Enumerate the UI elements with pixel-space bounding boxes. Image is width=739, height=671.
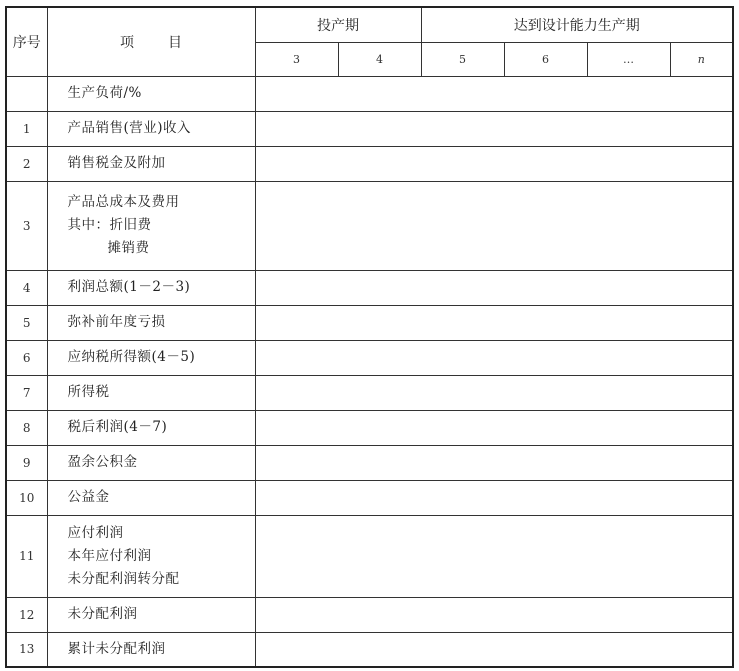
row-item-label: 应付利润	[67, 524, 124, 541]
row-seq	[6, 76, 47, 111]
row-item-label: 利润总额(1－2－3)	[67, 279, 191, 295]
row-values	[255, 305, 733, 340]
row-seq: 1	[6, 111, 47, 146]
row-item	[47, 270, 255, 305]
row-item-sublabel: 未分配利润转分配	[67, 570, 180, 587]
row-seq: 2	[6, 146, 47, 181]
row-values	[255, 632, 733, 667]
table-row	[6, 340, 733, 375]
row-seq: 6	[6, 340, 47, 375]
table-row	[6, 597, 733, 632]
row-item	[47, 632, 255, 667]
row-item	[47, 410, 255, 445]
row-item-label: 所得税	[67, 384, 110, 400]
row-item	[47, 480, 255, 515]
header-year: n	[670, 42, 733, 76]
row-values	[255, 340, 733, 375]
row-seq: 7	[6, 375, 47, 410]
header-year: 6	[504, 42, 587, 76]
row-item-label: 应纳税所得额(4－5)	[67, 349, 196, 365]
row-item	[47, 111, 255, 146]
table-row	[6, 515, 733, 597]
row-seq: 10	[6, 480, 47, 515]
row-values	[255, 445, 733, 480]
row-item-label: 销售税金及附加	[67, 155, 166, 171]
profit-distribution-table	[5, 6, 734, 668]
row-item-label: 公益金	[67, 489, 110, 505]
row-item-label: 产品总成本及费用	[67, 194, 180, 210]
table-row	[6, 76, 733, 111]
row-item	[47, 340, 255, 375]
row-item-label: 盈余公积金	[67, 454, 138, 470]
row-item-label: 弥补前年度亏损	[67, 314, 166, 330]
header-year: …	[587, 42, 670, 76]
row-values	[255, 375, 733, 410]
row-seq: 4	[6, 270, 47, 305]
table-row	[6, 375, 733, 410]
header-item	[47, 7, 255, 76]
row-seq: 8	[6, 410, 47, 445]
table-row	[6, 181, 733, 270]
table-row	[6, 632, 733, 667]
table-row	[6, 410, 733, 445]
table-row	[6, 270, 733, 305]
row-values	[255, 480, 733, 515]
row-item	[47, 76, 255, 111]
row-item-label: 产品销售(营业)收入	[67, 120, 192, 136]
row-item	[47, 146, 255, 181]
row-values	[255, 181, 733, 270]
row-seq: 12	[6, 597, 47, 632]
table-row	[6, 305, 733, 340]
row-values	[255, 111, 733, 146]
row-seq: 13	[6, 632, 47, 667]
header-invest-period: 投产期	[255, 7, 421, 42]
row-seq: 11	[6, 515, 47, 597]
table-row	[6, 480, 733, 515]
row-item-label: 未分配利润	[67, 606, 138, 622]
row-seq: 5	[6, 305, 47, 340]
header-year: 5	[421, 42, 504, 76]
row-item-sublabel: 其中：折旧费	[67, 217, 152, 233]
row-values	[255, 146, 733, 181]
row-item	[47, 181, 255, 270]
row-item	[47, 305, 255, 340]
row-values	[255, 410, 733, 445]
row-seq: 3	[6, 181, 47, 270]
row-seq: 9	[6, 445, 47, 480]
table-row	[6, 445, 733, 480]
row-item	[47, 445, 255, 480]
header-design-capacity-period: 达到设计能力生产期	[421, 7, 733, 42]
header-seq: 序号	[6, 7, 47, 76]
row-values	[255, 597, 733, 632]
row-item-sublabel: 摊销费	[107, 240, 150, 256]
row-item-sublabel: 本年应付利润	[67, 547, 152, 564]
row-values	[255, 270, 733, 305]
header-item-right: 目	[168, 34, 182, 51]
table-row	[6, 111, 733, 146]
row-item	[47, 515, 255, 597]
row-item-label: 生产负荷/%	[67, 85, 142, 101]
header-year: 3	[255, 42, 338, 76]
header-year: 4	[338, 42, 421, 76]
header-item-left: 项	[120, 34, 134, 51]
row-item-label: 税后利润(4－7)	[67, 419, 168, 435]
header-row-groups	[6, 7, 733, 42]
row-item-label: 累计未分配利润	[67, 640, 166, 657]
row-item	[47, 597, 255, 632]
row-item	[47, 375, 255, 410]
table-row	[6, 146, 733, 181]
row-values	[255, 515, 733, 597]
row-values	[255, 76, 733, 111]
